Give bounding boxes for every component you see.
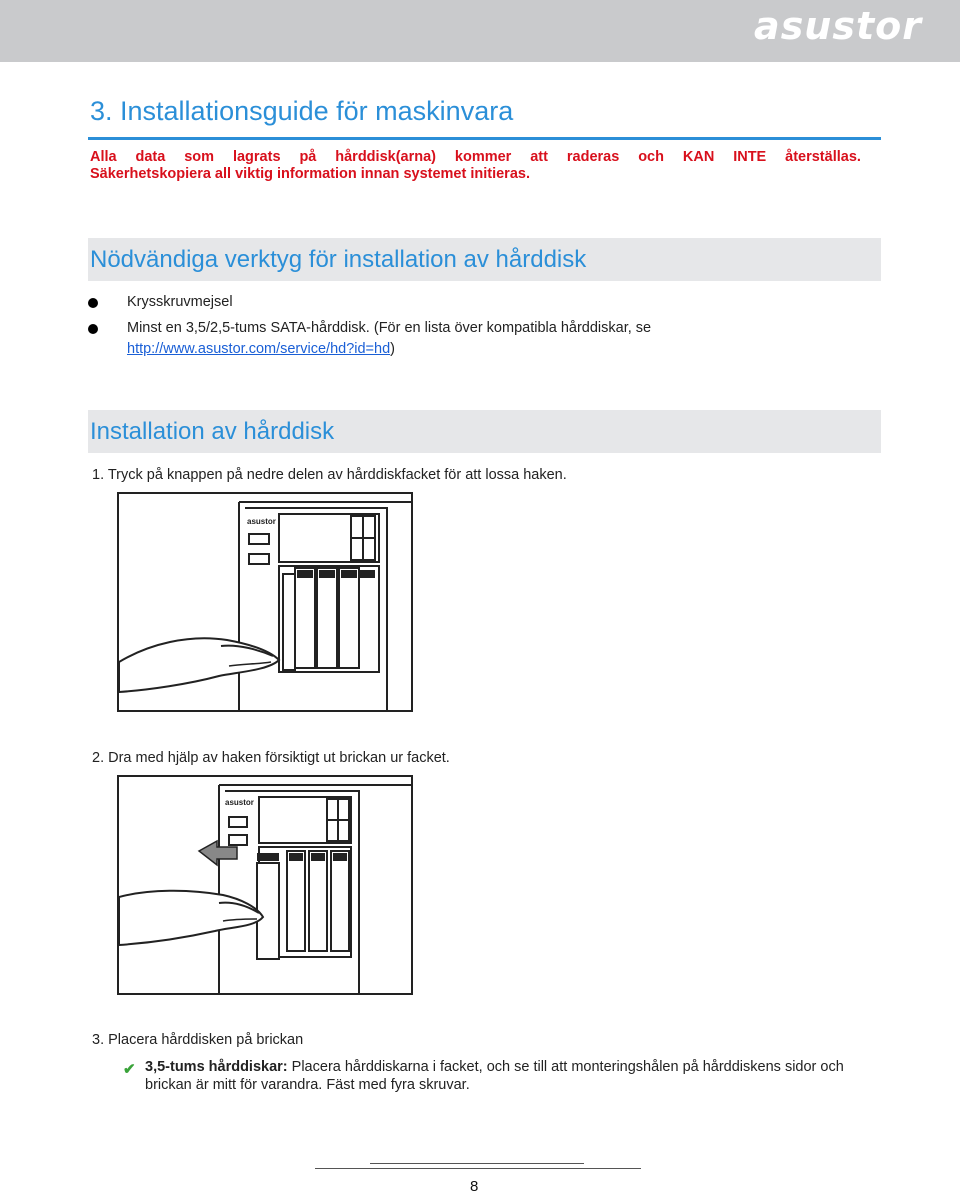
- subitem-bold-label: 3,5-tums hårddiskar:: [145, 1059, 288, 1075]
- warning-line-1: [90, 149, 861, 166]
- tools-heading-band: [88, 238, 881, 281]
- footer-rule: [315, 1168, 641, 1169]
- figure-pull-tray: [117, 775, 413, 995]
- nas-illustration-2: [119, 777, 411, 993]
- warning-word: KAN: [682, 149, 715, 165]
- tools-item-1: Krysskruvmejsel: [127, 294, 233, 310]
- warning-line-2: Säkerhetskopiera all viktig information innan systemet initieras.: [90, 166, 530, 182]
- warning-word: INTE: [733, 149, 767, 165]
- step-3-subitem: [145, 1058, 865, 1094]
- warning-word: data: [135, 149, 166, 165]
- warning-word: raderas: [566, 149, 620, 165]
- warning-word: som: [184, 149, 215, 165]
- warning-word: kommer: [454, 149, 512, 165]
- warning-word: återställas.: [785, 149, 861, 165]
- nas-logo-label-2: asustor: [225, 798, 254, 807]
- tools-item-2: [127, 318, 847, 360]
- footer-rule-short: [370, 1163, 584, 1164]
- step-2-text: 2. Dra med hjälp av haken försiktigt ut brickan ur facket.: [92, 750, 450, 766]
- nas-illustration-1: [119, 494, 411, 710]
- nas-logo-label-1: asustor: [247, 517, 276, 526]
- step-1-text: 1. Tryck på knappen på nedre delen av hårddiskfacket för att lossa haken.: [92, 467, 567, 483]
- warning-word: Alla: [90, 149, 117, 165]
- tools-item-2-text: Minst en 3,5/2,5-tums SATA-hårddisk. (För en lista över kompatibla hårddiskar, se: [127, 320, 652, 336]
- install-heading-band: [88, 410, 881, 453]
- tools-item-2-close: ): [390, 341, 395, 357]
- asustor-logo: asustor: [754, 4, 922, 48]
- tools-heading: Nödvändiga verktyg för installation av hårddisk: [90, 246, 587, 273]
- header-bar: [0, 0, 960, 62]
- compatibility-link[interactable]: http://www.asustor.com/service/hd?id=hd: [127, 341, 391, 357]
- section-title: 3. Installationsguide för maskinvara: [90, 96, 514, 126]
- checkmark-icon: ✔: [123, 1061, 136, 1078]
- warning-word: på: [299, 149, 317, 165]
- warning-notice: [90, 149, 861, 183]
- warning-word: hårddisk(arna): [335, 149, 436, 165]
- step-3-text: 3. Placera hårddisken på brickan: [92, 1032, 304, 1048]
- figure-press-button: [117, 492, 413, 712]
- install-heading: Installation av hårddisk: [90, 418, 335, 445]
- page-number: 8: [470, 1178, 479, 1195]
- bullet-icon: [88, 324, 98, 334]
- subitem-text: Placera hårddiskarna i facket, och se till att monteringshålen på hårddiskens sidor och brickan är mitt för varandra. Fäst med fyra skruvar.: [145, 1059, 844, 1093]
- bullet-icon: [88, 298, 98, 308]
- warning-word: att: [530, 149, 548, 165]
- warning-word: och: [638, 149, 664, 165]
- warning-word: lagrats: [232, 149, 281, 165]
- section-title-rule: [88, 137, 881, 140]
